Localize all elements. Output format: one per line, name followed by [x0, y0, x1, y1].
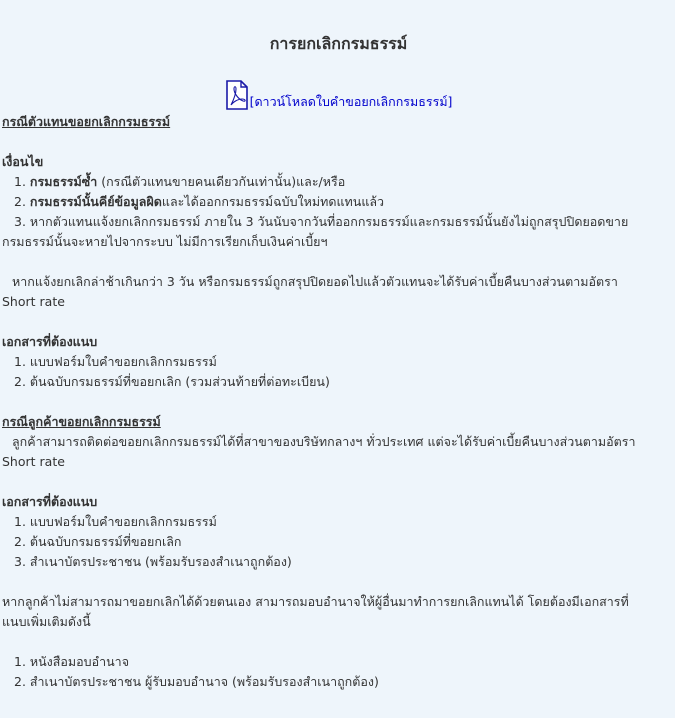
- list-item: 2. กรมธรรม์นั้นคีย์ข้อมูลผิดและได้ออกกรมธรรม์ฉบับใหม่ทดแทนแล้ว: [14, 194, 385, 209]
- list-item: 3. หากตัวแทนแจ้งยกเลิกกรมธรรม์ ภายใน 3 วันนับจากวันที่ออกกรมธรรม์และกรมธรรม์นั้นยังไม่ถูกสรุปปิดยอดขาย: [14, 214, 629, 229]
- condition-3-continued: กรมธรรม์นั้นจะหายไปจากระบบ ไม่มีการเรียกเก็บเงินค่าเบี้ยฯ: [2, 234, 328, 249]
- list-item: 2. สำเนาบัตรประชาชน ผู้รับมอบอำนาจ (พร้อมรับรองสำเนาถูกต้อง): [14, 674, 379, 689]
- customer-docs-heading: เอกสารที่ต้องแนบ: [2, 494, 98, 509]
- short-rate-label: Short rate: [2, 294, 65, 309]
- short-rate-label: Short rate: [2, 454, 65, 469]
- list-item: 2. ต้นฉบับกรมธรรม์ที่ขอยกเลิก: [14, 534, 182, 549]
- late-cancel-note: หากแจ้งยกเลิกล่าช้าเกินกว่า 3 วัน หรือกรมธรรม์ถูกสรุปปิดยอดไปแล้วตัวแทนจะได้รับค่าเบี้ยคืนบางส่วนตามอัตรา: [12, 274, 618, 289]
- agent-cancel-heading: กรณีตัวแทนขอยกเลิกกรมธรรม์: [2, 114, 171, 129]
- list-item: 1. กรมธรรม์ซ้ำ (กรณีตัวแทนขายคนเดียวกันเท่านั้น)และ/หรือ: [14, 174, 346, 189]
- download-row: [2, 78, 675, 110]
- conditions-heading: เงื่อนไข: [2, 154, 44, 169]
- download-form-link[interactable]: [ดาวน์โหลดใบคำขอยกเลิกกรมธรรม์]: [249, 94, 453, 109]
- list-item: 1. แบบฟอร์มใบคำขอยกเลิกกรมธรรม์: [14, 514, 217, 529]
- customer-note: ลูกค้าสามารถติดต่อขอยกเลิกกรมธรรม์ได้ที่สาขาของบริษัทกลางฯ ทั่วประเทศ แต่จะได้รับค่าเบี้ยคืนบางส่วนตามอัตรา: [12, 434, 636, 449]
- pdf-icon[interactable]: [225, 80, 249, 110]
- customer-cancel-heading: กรณีลูกค้าขอยกเลิกกรมธรรม์: [2, 414, 161, 429]
- proxy-note-continued: แนบเพิ่มเติมดังนี้: [2, 614, 91, 629]
- proxy-note: หากลูกค้าไม่สามารถมาขอยกเลิกได้ด้วยตนเอง สามารถมอบอำนาจให้ผู้อื่นมาทำการยกเลิกแทนได้ โดยต้องมีเอกสารที่: [2, 594, 629, 609]
- list-item: 1. หนังสือมอบอำนาจ: [14, 654, 130, 669]
- list-item: 1. แบบฟอร์มใบคำขอยกเลิกกรมธรรม์: [14, 354, 217, 369]
- agent-docs-heading: เอกสารที่ต้องแนบ: [2, 334, 98, 349]
- list-item: 3. สำเนาบัตรประชาชน (พร้อมรับรองสำเนาถูกต้อง): [14, 554, 292, 569]
- page-title: การยกเลิกกรมธรรม์: [269, 34, 408, 53]
- list-item: 2. ต้นฉบับกรมธรรม์ที่ขอยกเลิก (รวมส่วนท้ายที่ต่อทะเบียน): [14, 374, 330, 389]
